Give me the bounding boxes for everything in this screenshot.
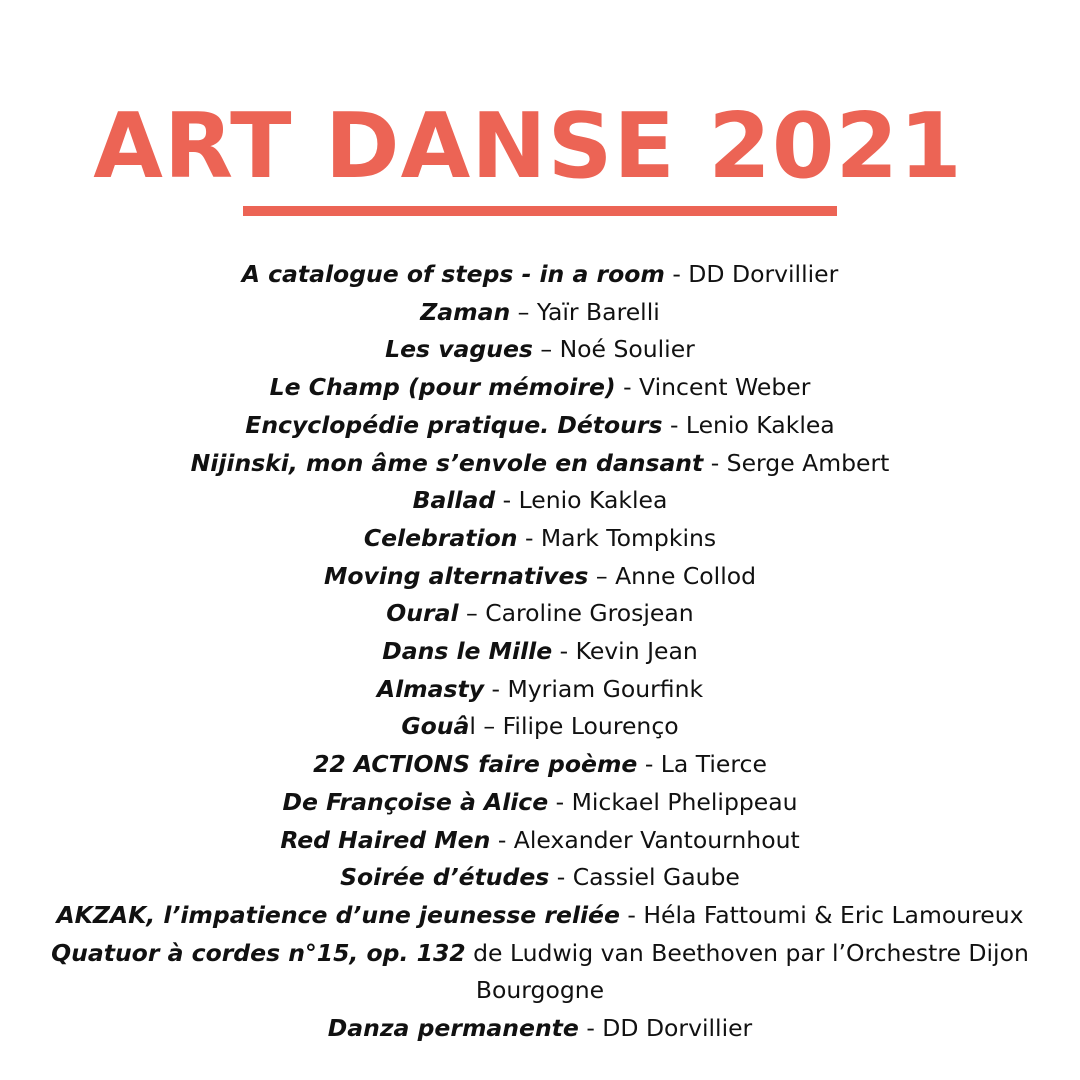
list-item — [30, 897, 1050, 935]
programme-list — [30, 256, 1050, 1048]
work-title: Zaman — [420, 297, 511, 326]
work-credit: - DD Dorvillier — [664, 260, 839, 288]
work-credit: – Anne Collod — [588, 561, 757, 590]
list-item — [30, 633, 1050, 671]
work-title: Les vagues — [385, 335, 533, 364]
list-item — [30, 407, 1050, 445]
list-item — [30, 256, 1050, 294]
work-credit: - Myriam Gourfink — [484, 674, 704, 703]
work-title: Moving alternatives — [323, 561, 589, 590]
work-credit: - Kevin Jean — [552, 637, 698, 666]
list-item — [30, 708, 1050, 746]
list-item — [30, 746, 1050, 784]
work-title: Ballad — [412, 486, 496, 515]
work-title: Encyclopédie pratique. Détours — [245, 410, 663, 439]
list-item — [30, 558, 1050, 596]
work-credit: l – Filipe Lourenço — [469, 712, 679, 741]
work-title: Soirée d’études — [340, 863, 550, 892]
title-underline — [243, 206, 837, 216]
work-credit: - Alexander Vantournhout — [490, 825, 800, 854]
list-item — [30, 1010, 1050, 1048]
work-title: 22 ACTIONS faire poème — [313, 750, 638, 779]
work-credit: - Héla Fattoumi & Eric Lamoureux — [619, 900, 1024, 929]
list-item — [30, 595, 1050, 633]
work-credit: - Mark Tompkins — [517, 523, 717, 552]
poster-title: ART DANSE 2021 — [93, 94, 963, 199]
list-item — [30, 445, 1050, 483]
work-title: Nijinski, mon âme s’envole en dansant — [190, 448, 704, 477]
work-title: Almasty — [376, 674, 485, 703]
work-credit: - Lenio Kaklea — [495, 486, 668, 515]
work-title: Le Champ (pour mémoire) — [269, 373, 616, 402]
work-credit: - Cassiel Gaube — [549, 863, 740, 892]
work-credit: de Ludwig van Beethoven par l’Orchestre Dijon Bourgogne — [465, 938, 1029, 1005]
list-item — [30, 935, 1050, 1010]
list-item — [30, 369, 1050, 407]
work-credit: - DD Dorvillier — [578, 1014, 753, 1043]
list-item — [30, 482, 1050, 520]
work-title: Quatuor à cordes n°15, op. 132 — [51, 938, 466, 967]
work-title: Dans le Mille — [382, 637, 553, 666]
work-credit: - Mickael Phelippeau — [548, 787, 798, 816]
work-title: Gouâ — [401, 712, 470, 741]
work-title: Celebration — [363, 523, 518, 552]
work-title: A catalogue of steps - in a room — [241, 260, 665, 288]
work-title: De Françoise à Alice — [282, 787, 549, 816]
list-item — [30, 331, 1050, 369]
work-credit: - Lenio Kaklea — [662, 410, 835, 439]
work-credit: - Serge Ambert — [703, 448, 890, 477]
work-credit: – Yaïr Barelli — [510, 297, 660, 326]
list-item — [30, 671, 1050, 709]
work-credit: – Noé Soulier — [532, 335, 695, 364]
work-credit: - La Tierce — [637, 750, 767, 779]
work-title: Danza permanente — [327, 1014, 579, 1043]
list-item — [30, 294, 1050, 332]
work-title: Oural — [386, 599, 459, 628]
work-title: Red Haired Men — [280, 825, 491, 854]
list-item — [30, 784, 1050, 822]
list-item — [30, 520, 1050, 558]
list-item — [30, 859, 1050, 897]
list-item — [30, 822, 1050, 860]
work-title: AKZAK, l’impatience d’une jeunesse reliée — [56, 900, 620, 929]
work-credit: - Vincent Weber — [615, 373, 811, 402]
work-credit: – Caroline Grosjean — [458, 599, 694, 628]
